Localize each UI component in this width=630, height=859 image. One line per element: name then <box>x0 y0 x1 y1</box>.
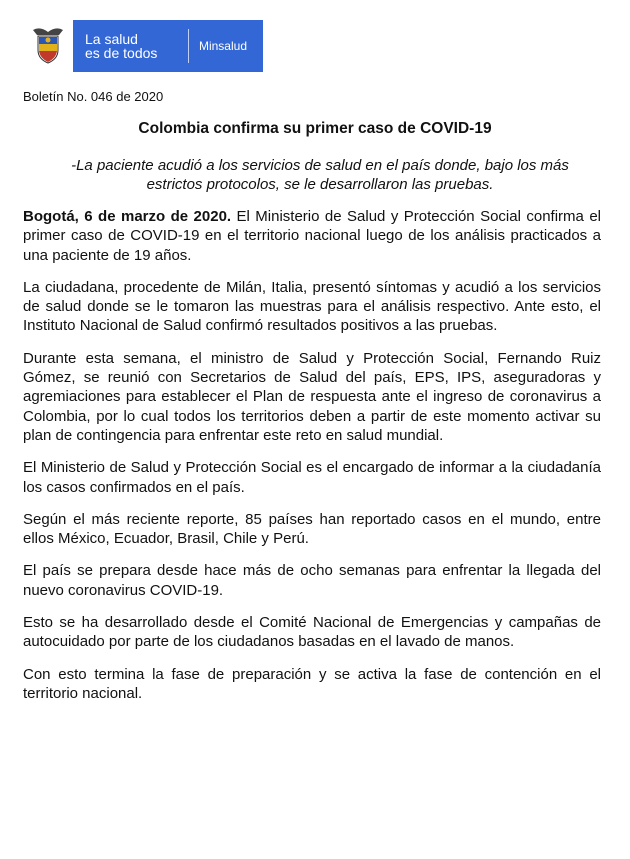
paragraph-7: Esto se ha desarrollado desde el Comité Nacional de Emergencias y campañas de autocuidado por parte de los ciudadanos basadas en el lavado de manos. <box>23 614 601 651</box>
ministry-name: Minsalud <box>198 39 247 53</box>
paragraph-6: El país se prepara desde hace más de ocho semanas para enfrentar la llegada del nuevo coronavirus COVID-19. <box>23 562 601 599</box>
slogan-line-1: La salud <box>85 31 138 47</box>
paragraph-4: El Ministerio de Salud y Protección Social es el encargado de informar a la ciudadanía los casos confirmados en el país. <box>23 459 601 496</box>
paragraph-5: Según el más reciente reporte, 85 países han reportado casos en el mundo, entre ellos México, Ecuador, Brasil, Chile y Perú. <box>23 510 601 548</box>
coat-of-arms-icon <box>23 20 73 72</box>
dateline: Bogotá, 6 de marzo de 2020. <box>23 208 232 225</box>
article-body <box>23 207 601 716</box>
paragraph-1 <box>23 207 601 265</box>
slogan <box>73 32 188 60</box>
page-title: Colombia confirma su primer caso de COVID-19 <box>138 120 492 137</box>
paragraph-1-text: El Ministerio de Salud y Protección Social confirma el primer caso de COVID-19 en el territorio nacional luego de los análisis practicados a una paciente de 19 años. <box>23 208 601 264</box>
paragraph-3: Durante esta semana, el ministro de Salud y Protección Social, Fernando Ruiz Gómez, se reunió con Secretarios de Salud del país, EPS, IPS, aseguradoras y agremiaciones para establecer el Plan de respuesta ante el ingreso de coronavirus a Colombia, por lo cual todos los territorios deben a partir de este momento activar su plan de contingencia para enfrentar este reto en salud mundial. <box>23 349 601 444</box>
bulletin-number: Boletín No. 046 de 2020 <box>23 89 164 104</box>
paragraph-2: La ciudadana, procedente de Milán, Italia, presentó síntomas y acudió a los servicios de salud donde se le tomaron las muestras para el análisis respectivo. Ante esto, el Instituto Nacional de Salud confirmó resultados positivos a las pruebas. <box>23 278 601 335</box>
header-banner <box>23 20 263 72</box>
subtitle: -La paciente acudió a los servicios de salud en el país donde, bajo los más estrictos protocolos, se le desarrollaron las pruebas. <box>71 157 569 193</box>
slogan-line-2: es de todos <box>85 45 158 61</box>
paragraph-8: Con esto termina la fase de preparación y se activa la fase de contención en el territorio nacional. <box>23 665 601 702</box>
